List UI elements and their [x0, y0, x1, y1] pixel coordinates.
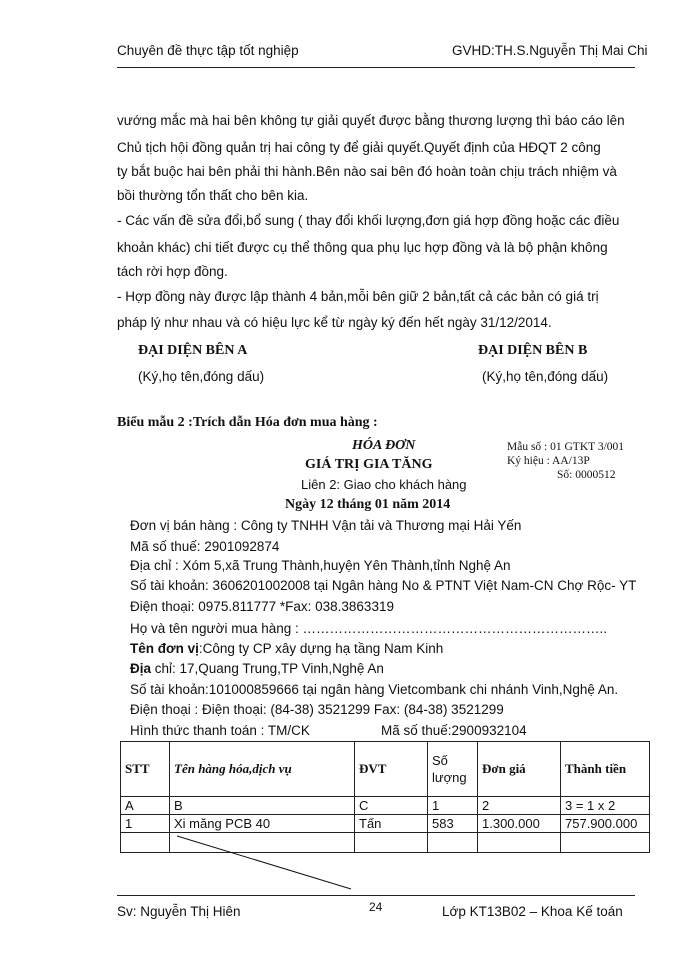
- signature-a-title: ĐẠI DIỆN BÊN A: [138, 343, 248, 358]
- col-header-qty: Số lượng: [428, 742, 478, 797]
- buyer-address-label: Địa: [130, 661, 152, 676]
- col-header-item: Tên hàng hóa,dịch vụ: [170, 742, 355, 797]
- table-cell: C: [355, 797, 428, 815]
- body-line-7: tách rời hợp đồng.: [117, 264, 228, 279]
- seller-tax: Mã số thuế: 2901092874: [130, 539, 280, 554]
- buyer-payment: Hình thức thanh toán : TM/CK: [130, 723, 310, 738]
- header-left: Chuyên đề thực tập tốt nghiệp: [117, 43, 299, 58]
- body-line-5: - Các vấn đề sửa đổi,bổ sung ( thay đổi khối lượng,đơn giá hợp đồng hoặc các điều: [117, 213, 620, 228]
- buyer-phone: Điện thoại : Điện thoại: (84-38) 3521299 Fax: (84-38) 3521299: [130, 702, 504, 717]
- body-line-1: vướng mắc mà hai bên không tự giải quyết được bằng thương lượng thì báo cáo lên: [117, 113, 625, 128]
- col-header-unit: ĐVT: [355, 742, 428, 797]
- buyer-tax: Mã số thuế:2900932104: [381, 723, 527, 738]
- signature-b-title: ĐẠI DIỆN BÊN B: [478, 343, 588, 358]
- table-cell: A: [121, 797, 170, 815]
- strike-line: [177, 836, 351, 889]
- seller-phone: Điện thoại: 0975.811777 *Fax: 038.3863319: [130, 599, 394, 614]
- signature-b-note: (Ký,họ tên,đóng dấu): [482, 369, 609, 384]
- col-header-stt: STT: [121, 742, 170, 797]
- signature-a-note: (Ký,họ tên,đóng dấu): [138, 369, 265, 384]
- table-cell: 3 = 1 x 2: [561, 797, 650, 815]
- body-line-4: bồi thường tổn thất cho bên kia.: [117, 188, 309, 203]
- buyer-unit-value: :Công ty CP xây dựng hạ tầng Nam Kinh: [198, 641, 444, 656]
- body-line-8: - Hợp đồng này được lập thành 4 bản,mỗi bên giữ 2 bản,tất cả các bản có giá trị: [117, 289, 599, 304]
- seller-address: Địa chỉ : Xóm 5,xã Trung Thành,huyện Yên Thành,tỉnh Nghệ An: [130, 558, 511, 573]
- body-line-9: pháp lý như nhau và có hiệu lực kể từ ngày ký đến hết ngày 31/12/2014.: [117, 315, 552, 330]
- seller-unit: Đơn vị bán hàng : Công ty TNHH Vận tải và Thương mại Hải Yến: [130, 518, 522, 533]
- table-cell: B: [170, 797, 355, 815]
- form-title: Biểu mẫu 2 :Trích dẫn Hóa đơn mua hàng :: [117, 415, 378, 430]
- table-cell: Tấn: [355, 815, 428, 833]
- buyer-account: Số tài khoản:101000859666 tại ngân hàng Vietcombank chi nhánh Vinh,Nghệ An.: [130, 682, 619, 697]
- invoice-subtitle: GIÁ TRỊ GIA TĂNG: [305, 457, 433, 472]
- footer-right: Lớp KT13B02 – Khoa Kế toán: [442, 904, 623, 919]
- page-number: 24: [369, 900, 383, 914]
- invoice-date: Ngày 12 tháng 01 năm 2014: [285, 497, 451, 512]
- table-cell: 1.300.000: [478, 815, 561, 833]
- buyer-address-value: chỉ: 17,Quang Trung,TP Vinh,Nghệ An: [151, 661, 384, 676]
- invoice-copy: Liên 2: Giao cho khách hàng: [301, 477, 467, 492]
- invoice-number: Số: 0000512: [557, 469, 616, 481]
- buyer-unit-label: Tên đơn vị: [130, 641, 199, 656]
- table-cell: 1: [121, 815, 170, 833]
- footer-rule: [117, 895, 635, 896]
- table-cell: 757.900.000: [561, 815, 650, 833]
- col-header-price: Đơn giá: [478, 742, 561, 797]
- invoice-symbol: Ký hiệu : AA/13P: [507, 455, 590, 467]
- body-line-3: ty bắt buộc hai bên phải thi hành.Bên nào sai bên đó hoàn toàn chịu trách nhiệm và: [117, 164, 617, 179]
- invoice-form-no: Mẫu số : 01 GTKT 3/001: [507, 441, 625, 453]
- header-right: GVHD:TH.S.Nguyễn Thị Mai Chi: [452, 43, 648, 58]
- body-line-2: Chủ tịch hội đồng quản trị hai công ty để giải quyết.Quyết định của HĐQT 2 công: [117, 140, 601, 155]
- table-cell: 1: [428, 797, 478, 815]
- buyer-name: Họ và tên người mua hàng : …………………………………………………………..: [130, 621, 607, 636]
- table-cell: 583: [428, 815, 478, 833]
- seller-account: Số tài khoản: 3606201002008 tại Ngân hàng No & PTNT Việt Nam-CN Chợ Rộc- YT: [130, 578, 637, 593]
- col-header-amount: Thành tiền: [561, 742, 650, 797]
- footer-left: Sv: Nguyễn Thị Hiên: [117, 904, 241, 919]
- invoice-title: HÓA ĐƠN: [352, 438, 416, 453]
- body-line-6: khoản khác) chi tiết được cụ thể thông qua phụ lục hợp đồng và là bộ phận không: [117, 240, 608, 255]
- table-cell: Xi măng PCB 40: [170, 815, 355, 833]
- table-cell: 2: [478, 797, 561, 815]
